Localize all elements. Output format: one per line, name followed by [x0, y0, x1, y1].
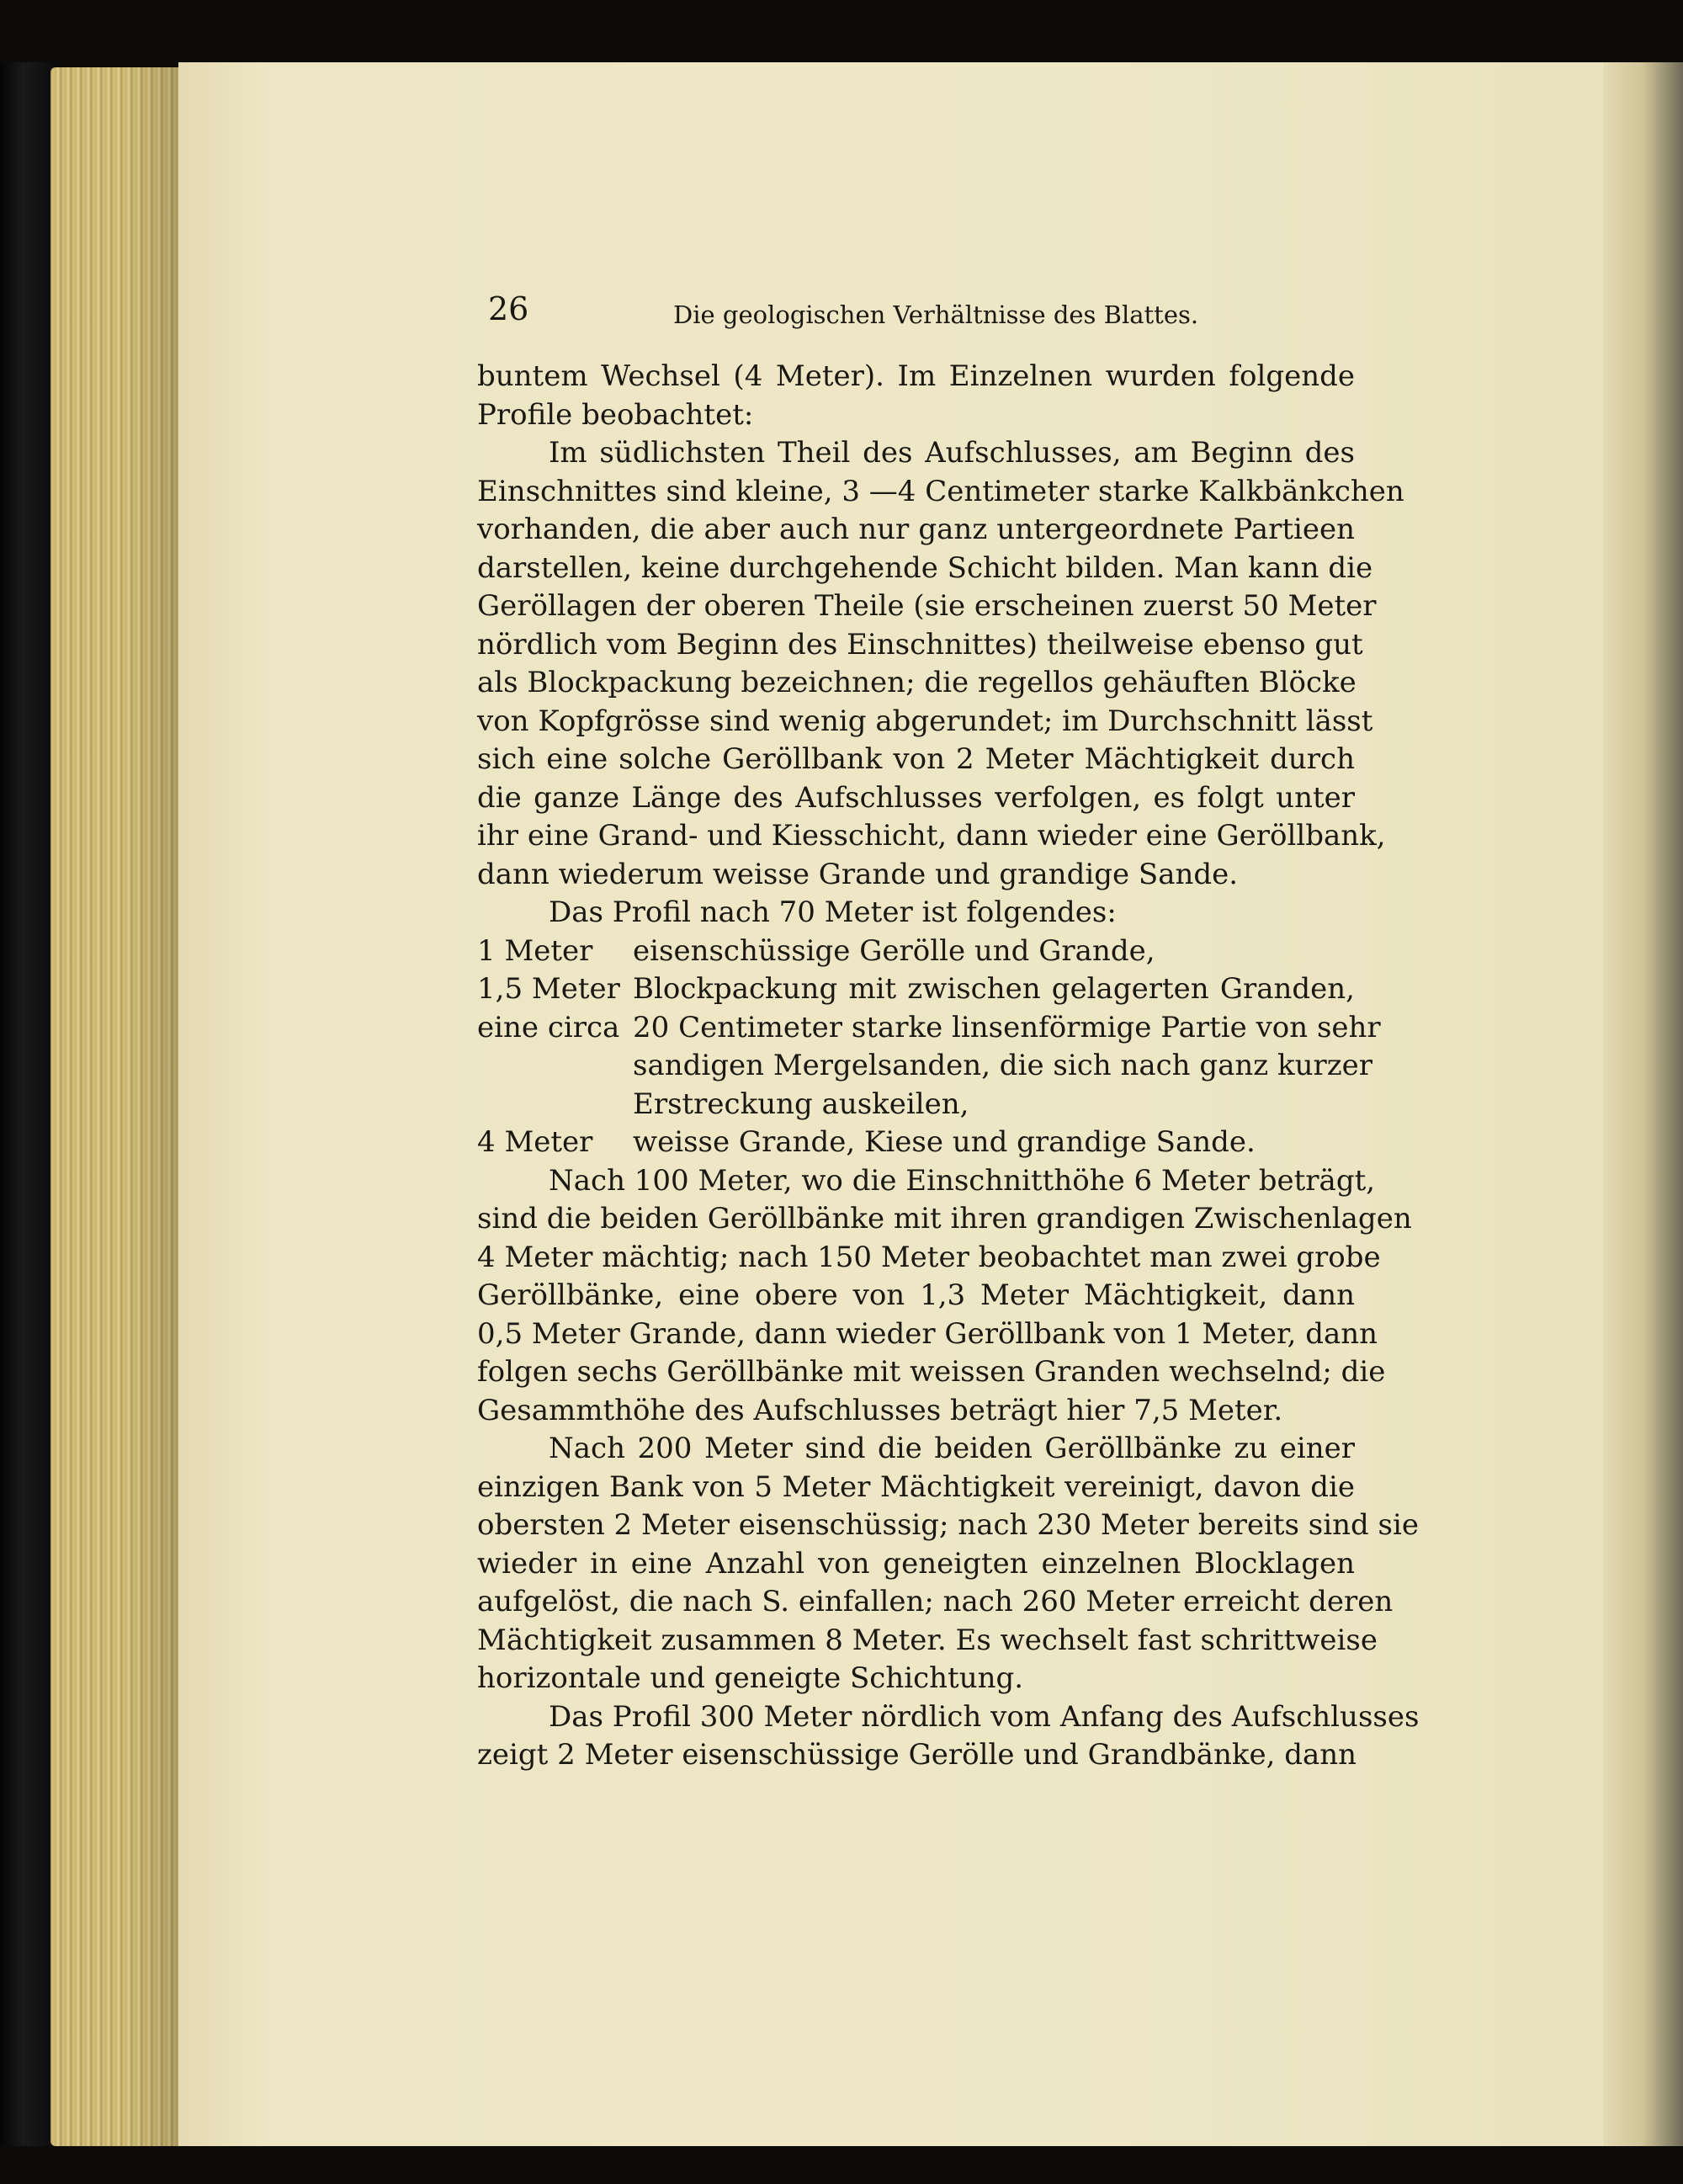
text-line: vorhanden, die aber auch nur ganz untergeordnete Partieen [477, 513, 1355, 546]
text-line: zeigt 2 Meter eisenschüssige Gerölle und Grandbänke, dann [477, 1738, 1357, 1772]
text-line: Nach 200 Meter sind die beiden Geröllbänke zu einer [549, 1432, 1355, 1465]
text-line: obersten 2 Meter eisenschüssig; nach 230 Meter bereits sind sie [477, 1508, 1419, 1542]
scan-top-border [0, 0, 1683, 62]
text-line: folgen sechs Geröllbänke mit weissen Granden wechselnd; die [477, 1355, 1386, 1389]
text-line: Nach 100 Meter, wo die Einschnitthöhe 6 Meter beträgt, [549, 1163, 1376, 1198]
text-line: Einschnittes sind kleine, 3 —4 Centimeter starke Kalkbänkchen [477, 474, 1404, 508]
profile-description: Blockpackung mit zwischen gelagerten Granden, [633, 972, 1355, 1006]
text-line: Geröllbänke, eine obere von 1,3 Meter Mächtigkeit, dann [477, 1278, 1355, 1312]
profile-description: eisenschüssige Gerölle und Grande, [633, 933, 1155, 968]
text-line: aufgelöst, die nach S. einfallen; nach 260 Meter erreicht deren [477, 1585, 1394, 1618]
text-line: von Kopfgrösse sind wenig abgerundet; im Durchschnitt lässt [477, 704, 1373, 738]
text-line: ihr eine Grand- und Kiesschicht, dann wieder eine Geröllbank, [477, 819, 1386, 853]
profile-row-continuation [477, 1047, 1373, 1086]
profile-row-continuation [477, 1086, 1355, 1124]
profile-description: 20 Centimeter starke linsenförmige Partie von sehr [633, 1010, 1381, 1044]
text-line: wieder in eine Anzahl von geneigten einzelnen Blocklagen [477, 1546, 1355, 1581]
running-head: Die geologischen Verhältnisse des Blattes. [673, 300, 1199, 329]
page-number: 26 [488, 290, 529, 327]
text-line: die ganze Länge des Aufschlusses verfolgen, es folgt unter [477, 780, 1355, 815]
profile-row [477, 1124, 1355, 1162]
profile-label: eine circa [477, 1010, 620, 1044]
text-line: Geröllagen der oberen Theile (sie erscheinen zuerst 50 Meter [477, 589, 1377, 623]
gutter-shadow [1603, 61, 1683, 2184]
text-line: darstellen, keine durchgehende Schicht bilden. Man kann die [477, 550, 1373, 585]
text-line: sich eine solche Geröllbank von 2 Meter Mächtigkeit durch [477, 742, 1355, 776]
text-line: buntem Wechsel (4 Meter). Im Einzelnen wurden folgende [477, 359, 1355, 393]
page-body [477, 358, 1420, 1775]
text-line: Das Profil nach 70 Meter ist folgendes: [549, 895, 1117, 929]
text-line: Profile beobachtet: [477, 397, 754, 432]
text-line: horizontale und geneigte Schichtung. [477, 1661, 1024, 1695]
profile-description: Erstreckung auskeilen, [633, 1087, 969, 1121]
profile-description: sandigen Mergelsanden, die sich nach ganz kurzer [633, 1049, 1373, 1082]
text-line: nördlich vom Beginn des Einschnittes) theilweise ebenso gut [477, 627, 1363, 662]
profile-label: 1,5 Meter [477, 972, 620, 1006]
text-line: Im südlichsten Theil des Aufschlusses, am Beginn des [549, 436, 1355, 470]
page-edges-shadow [126, 67, 185, 2146]
text-line: Gesammthöhe des Aufschlusses beträgt hier 7,5 Meter. [477, 1393, 1283, 1427]
text-line: einzigen Bank von 5 Meter Mächtigkeit vereinigt, davon die [477, 1469, 1355, 1504]
text-line: dann wiederum weisse Grande und grandige Sande. [477, 857, 1239, 891]
text-line: Mächtigkeit zusammen 8 Meter. Es wechselt fast schrittweise [477, 1623, 1378, 1657]
text-line: 0,5 Meter Grande, dann wieder Geröllbank von 1 Meter, dann [477, 1316, 1378, 1351]
page-header [488, 290, 1346, 341]
text-line: 4 Meter mächtig; nach 150 Meter beobachtet man zwei grobe [477, 1240, 1381, 1274]
profile-label: 1 Meter [477, 933, 593, 968]
profile-row [477, 970, 1355, 1009]
profile-row [477, 933, 1355, 971]
text-line: als Blockpackung bezeichnen; die regellos gehäuften Blöcke [477, 666, 1356, 699]
profile-label: 4 Meter [477, 1125, 593, 1159]
profile-row [477, 1009, 1381, 1048]
scan-bottom-border [0, 2146, 1683, 2184]
profile-description: weisse Grande, Kiese und grandige Sande. [633, 1125, 1256, 1159]
text-line: sind die beiden Geröllbänke mit ihren grandigen Zwischenlagen [477, 1202, 1412, 1235]
text-line: Das Profil 300 Meter nördlich vom Anfang des Aufschlusses [549, 1699, 1420, 1734]
